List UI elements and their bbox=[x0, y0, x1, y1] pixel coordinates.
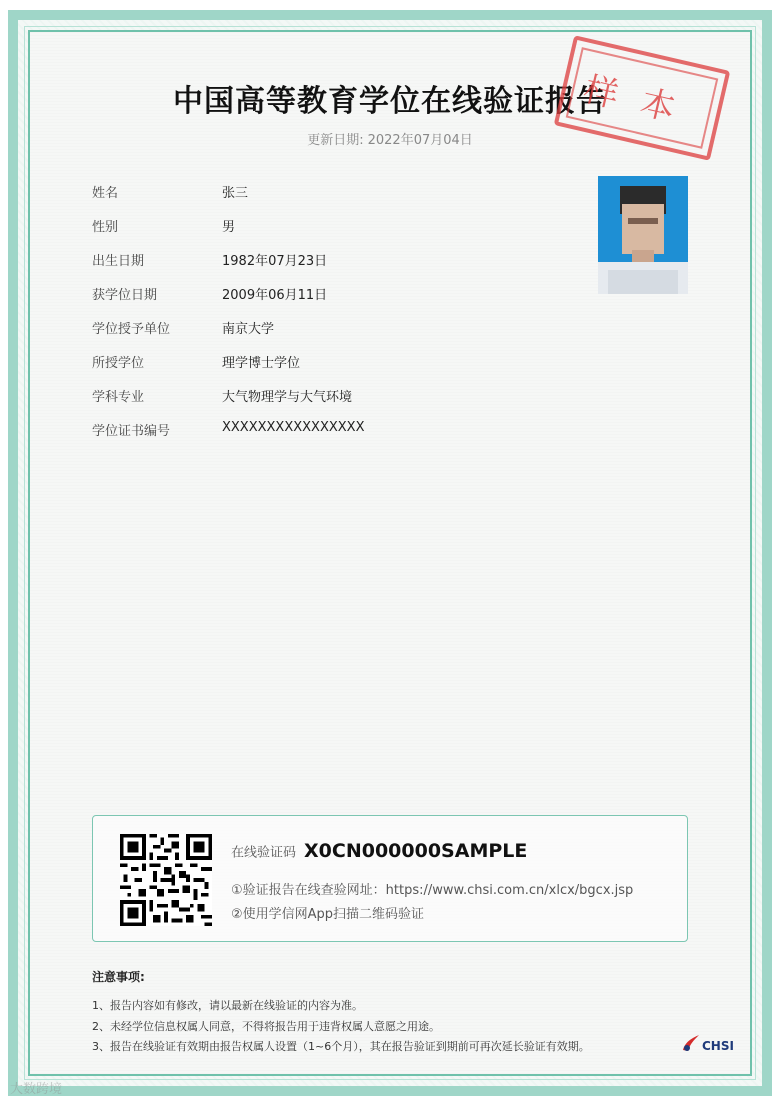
report-title: 中国高等教育学位在线验证报告 bbox=[173, 84, 607, 119]
info-value: 理学博士学位 bbox=[222, 356, 301, 371]
verification-code-label: 在线验证码 bbox=[231, 845, 297, 861]
note-item: 1、报告内容如有修改，请以最新在线验证的内容为准。 bbox=[92, 999, 363, 1012]
notes-title: 注意事项: bbox=[92, 970, 145, 984]
id-photo bbox=[598, 176, 688, 294]
qr-code-icon[interactable] bbox=[120, 834, 212, 926]
note-item: 3、报告在线验证有效期由报告权属人设置（1~6个月），其在报告验证到期前可再次延长验证有效期。 bbox=[92, 1040, 590, 1053]
update-date-value: 2022年07月04日 bbox=[367, 133, 473, 148]
info-label: 性别 bbox=[92, 220, 119, 235]
info-label: 获学位日期 bbox=[92, 288, 158, 303]
info-value: 男 bbox=[222, 220, 236, 235]
chsi-logo-text: CHSI bbox=[702, 1039, 734, 1053]
info-label: 学位证书编号 bbox=[92, 424, 171, 439]
info-label: 所授学位 bbox=[92, 356, 145, 371]
info-label: 出生日期 bbox=[92, 254, 145, 269]
update-date-label: 更新日期: bbox=[307, 133, 364, 148]
verification-panel bbox=[92, 815, 688, 942]
verification-code-value: X0CN000000SAMPLE bbox=[304, 840, 528, 862]
chsi-logo-icon bbox=[680, 1032, 702, 1054]
info-value: 南京大学 bbox=[222, 322, 275, 337]
info-value: 1982年07月23日 bbox=[222, 254, 328, 269]
watermark-text: 大数跨境 bbox=[10, 1082, 63, 1097]
info-value: 张三 bbox=[222, 186, 249, 201]
info-value: 2009年06月11日 bbox=[222, 288, 328, 303]
verification-app-text: ②使用学信网App扫描二维码验证 bbox=[231, 907, 425, 922]
verification-url-text: ①验证报告在线查验网址：https://www.chsi.com.cn/xlcx/bgcx.jsp bbox=[231, 883, 634, 898]
info-value: 大气物理学与大气环境 bbox=[222, 390, 353, 405]
info-value: XXXXXXXXXXXXXXXX bbox=[222, 420, 365, 435]
info-label: 学位授予单位 bbox=[92, 322, 171, 337]
sample-stamp-text: 样本 bbox=[580, 69, 703, 135]
note-item: 2、未经学位信息权属人同意，不得将报告用于违背权属人意愿之用途。 bbox=[92, 1020, 440, 1033]
info-label: 学科专业 bbox=[92, 390, 145, 405]
info-label: 姓名 bbox=[92, 186, 119, 201]
verification-code-line bbox=[231, 840, 527, 862]
